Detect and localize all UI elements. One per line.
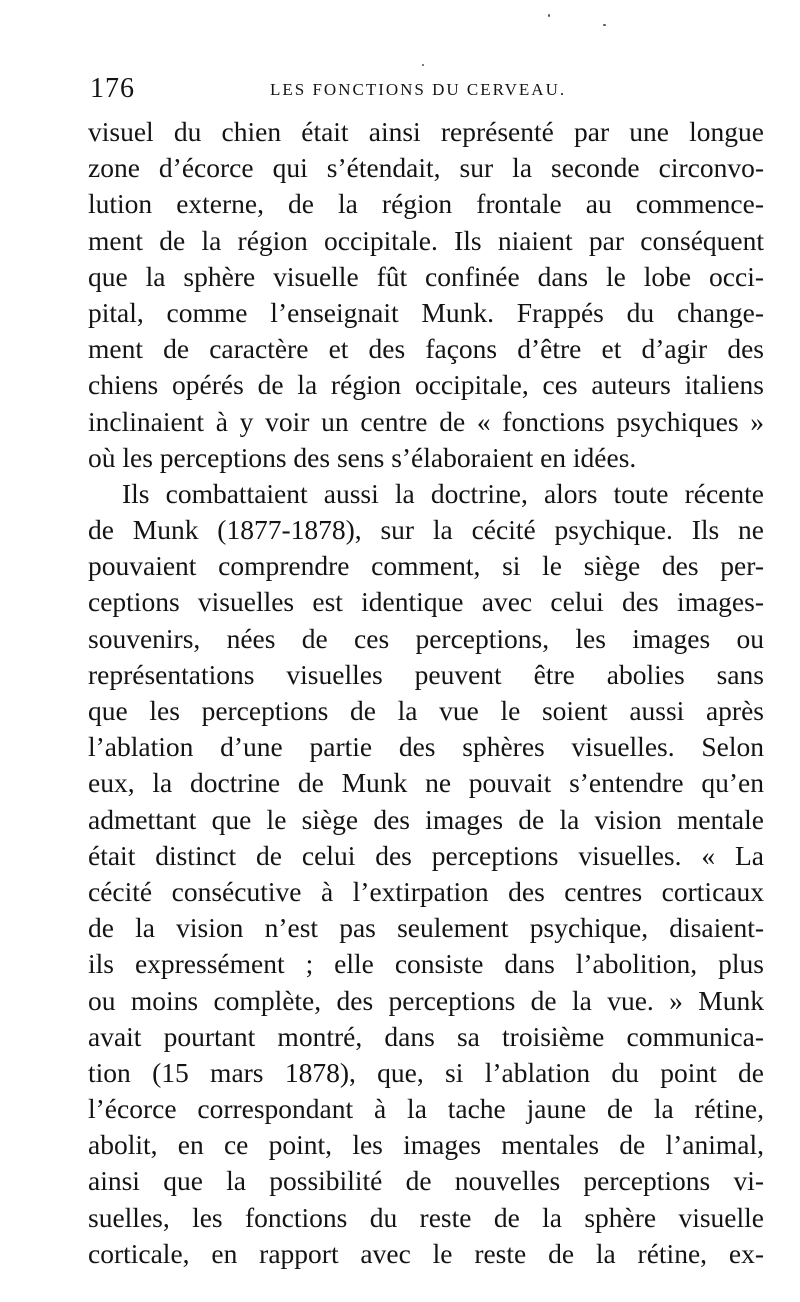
text-line: que la sphère visuelle fût confinée dans le lobe occi- — [88, 260, 764, 292]
text-line: ceptions visuelles est identique avec celui des images- — [88, 586, 764, 618]
text-line: ment de caractère et des façons d’être et d’agir des — [88, 333, 764, 365]
text-line: eux, la doctrine de Munk ne pouvait s’entendre qu’en — [88, 767, 764, 799]
text-line: visuel du chien était ainsi représenté par une longue — [88, 116, 764, 147]
text-line: souvenirs, nées de ces perceptions, les images ou — [88, 622, 764, 654]
text-line: ils expressément ; elle consiste dans l’abolition, plus — [88, 948, 764, 980]
page-header — [90, 72, 770, 106]
text-line: corticale, en rapport avec le reste de la rétine, ex- — [88, 1237, 764, 1269]
text-line: abolit, en ce point, les images mentales de l’animal, — [88, 1129, 764, 1161]
running-head: LES FONCTIONS DU CERVEAU. — [270, 80, 567, 99]
text-line: ainsi que la possibilité de nouvelles perceptions vi- — [88, 1165, 764, 1197]
text-line: admettant que le siège des images de la vision mentale — [88, 803, 764, 835]
text-line: représentations visuelles peuvent être abolies sans — [88, 658, 764, 690]
print-speck — [603, 24, 606, 26]
text-line: zone d’écorce qui s’étendait, sur la seconde circonvo- — [88, 152, 764, 184]
text-line: lution externe, de la région frontale au commence- — [88, 188, 764, 220]
text-line: que les perceptions de la vue le soient aussi après — [88, 695, 764, 726]
text-line: était distinct de celui des perceptions visuelles. « La — [88, 839, 764, 871]
print-speck — [548, 14, 550, 17]
text-line: inclinaient à y voir un centre de « fonctions psychiques » — [88, 405, 764, 437]
text-line: tion (15 mars 1878), que, si l’ablation du point de — [88, 1056, 764, 1088]
text-line: de Munk (1877-1878), sur la cécité psychique. Ils ne — [88, 514, 764, 546]
page-number: 176 — [90, 73, 135, 104]
text-line: avait pourtant montré, dans sa troisième communica- — [88, 1020, 764, 1052]
text-line: où les perceptions des sens s’élaboraient en idées. — [88, 441, 637, 473]
text-line: pital, comme l’enseignait Munk. Frappés du change- — [88, 296, 764, 328]
text-line: ment de la région occipitale. Ils niaient par conséquent — [88, 224, 764, 256]
text-line: pouvaient comprendre comment, si le siège des per- — [88, 550, 764, 582]
text-line: l’écorce correspondant à la tache jaune de la rétine, — [88, 1093, 764, 1125]
text-line: Ils combattaient aussi la doctrine, alors toute récente — [122, 477, 764, 509]
text-line: ou moins complète, des perceptions de la vue. » Munk — [88, 984, 764, 1016]
text-line: chiens opérés de la région occipitale, ces auteurs italiens — [88, 369, 764, 401]
text-line: l’ablation d’une partie des sphères visuelles. Selon — [88, 731, 764, 763]
print-speck — [422, 64, 424, 66]
text-line: cécité consécutive à l’extirpation des centres corticaux — [88, 875, 764, 907]
body-text — [88, 114, 764, 1272]
text-line: de la vision n’est pas seulement psychique, disaient- — [88, 912, 764, 944]
text-line: suelles, les fonctions du reste de la sphère visuelle — [88, 1201, 764, 1233]
